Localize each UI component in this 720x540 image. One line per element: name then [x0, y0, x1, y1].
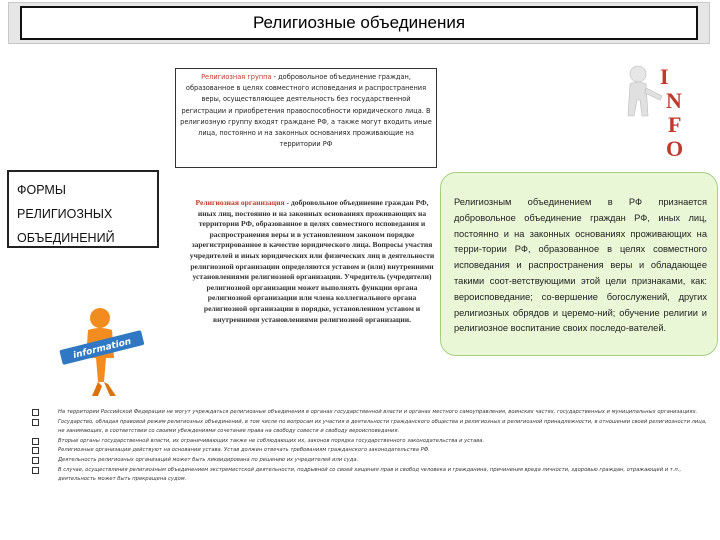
forms-line-1: ФОРМЫ [17, 183, 66, 197]
bullet-text: Государство, обладая правовой режим религиозных объединений, в том числе по вопросам их участия в деятельности гражданского общества и религиозных и религиозной принадлежности, в отношении своей религиозности лица, не занимающих, в соответствии со своими убеждениями сочетание права на свободу совести и свободу вероисповедания. [58, 418, 707, 435]
religious-group-term: Религиозная группа [201, 73, 272, 81]
religious-group-box [175, 68, 437, 168]
bullet-square-icon [32, 447, 39, 454]
info-letter-f: F [668, 112, 682, 137]
bullet-text: Религиозные организации действуют на основании устава. Устав должен отвечать требованиям гражданского законодательства РФ. [58, 447, 430, 454]
information-figure-illustration [52, 300, 152, 400]
bullet-text: Деятельность религиозных организаций может быть ликвидирована по решению их учредителей или суда. [58, 456, 359, 463]
list-item [32, 446, 708, 456]
bullet-text: На территории Российской Федерации не могут учреждаться религиозные объединения в органах государственной власти и органах местного самоуправления, воинских частях, государственных и муниципальных организациях. [58, 409, 698, 415]
info-letter-o: O [666, 136, 684, 160]
religious-organization-definition: - добровольное объединение граждан РФ, иных лиц, постоянно и на законных основаниях проживающих на территории РФ, образованное в целях совместного исповедания и распространения веры и в установленном законом порядке зарегистрированное в качестве юридического лица. Вопросы участия учредителей и иных юридических или физических лиц в деятельности религиозной организации определяются уставом и (или) внутренними установлениями религиозной организации. Учредитель (учредители) религиозной организации может выполнять функции органа религиозной организации или члена коллегиального органа религиозной организации в порядке, установленном уставом и внутренними установлениями религиозной организации. [189, 198, 435, 324]
bullet-list [32, 408, 708, 485]
list-item [32, 466, 708, 485]
info-figure-icon [628, 66, 662, 116]
forms-heading-box [7, 170, 159, 248]
page-title: Религиозные объединения [20, 6, 698, 40]
title-banner [8, 2, 710, 44]
bullet-text: В случае, осуществления религиозным объединением экстремистской деятельности, подрывной со своей хищения прав и свобод человека и гражданина, причинения вреда личности, здоровью граждан, отражающей и т.п., деятельность может быть прекращена судом. [58, 466, 682, 483]
info-letter-i: I [660, 64, 669, 89]
bullet-square-icon [32, 438, 39, 445]
bullet-square-icon [32, 457, 39, 464]
bullet-square-icon [32, 419, 39, 426]
information-banner-text: information [72, 336, 133, 362]
religious-organization-term: Религиозная организация [195, 198, 285, 207]
religious-association-definition: Религиозным объединением в РФ признается добровольное объединение граждан РФ, иных лиц, постоянно и на законных основаниях проживающих на терри-тории РФ, образованное в целях совместного исповедания и распространения веры и обладающее такими соот-ветствующими этой цели признаками, как: вероисповедание; со-вершение богослужений, других религиозных обрядов и церемо-ний; обучение религии и религиозное воспитание своих последо-вателей. [454, 197, 707, 334]
religious-organization-text [186, 198, 438, 325]
bullet-text: Вторые органы государственной власти, их ограничивающих также не соблюдающих их, законов порядка государственного законодательства и устава. [58, 437, 485, 444]
list-item [32, 408, 708, 418]
list-item [32, 456, 708, 466]
info-letter-n: N [666, 88, 682, 113]
religious-group-definition: - добровольное объединение граждан, образованное в целях совместного исповедания и распространения веры, осуществляющее деятельность без государственной регистрации и приобретения правоспособности юридического лица. В религиозную группу входят граждане РФ, а также могут входить иные лица, постоянно и на законных основаниях проживающие на территории РФ [180, 73, 432, 149]
bullet-square-icon [32, 409, 39, 416]
bullet-square-icon [32, 467, 39, 474]
religious-association-definition-box [440, 172, 718, 356]
list-item [32, 418, 708, 437]
info-man-illustration [618, 60, 716, 160]
list-item [32, 437, 708, 447]
forms-line-2: РЕЛИГИОЗНЫХ [17, 207, 113, 221]
forms-line-3: ОБЪЕДИНЕНИЙ [17, 231, 115, 245]
